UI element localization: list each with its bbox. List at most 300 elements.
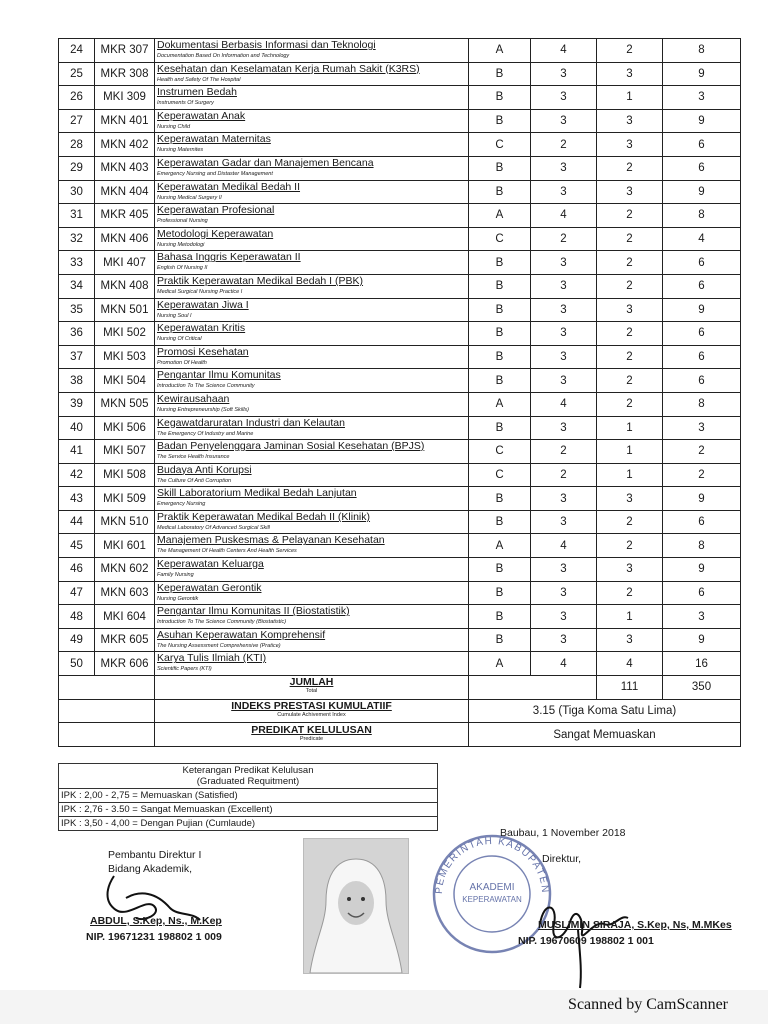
course-grade: C bbox=[469, 133, 531, 157]
course-total: 9 bbox=[663, 180, 741, 204]
stamp-inner-text-1: AKADEMI bbox=[469, 882, 515, 893]
course-row bbox=[59, 369, 741, 393]
course-name-en: Documentation Based On Information and Technology bbox=[157, 53, 290, 59]
scanner-watermark: Scanned by CamScanner bbox=[568, 996, 728, 1013]
course-name-en: Instruments Of Surgery bbox=[157, 100, 214, 107]
vice-director-title: Pembantu Direktur I bbox=[108, 849, 202, 861]
course-grade: B bbox=[469, 558, 531, 582]
course-point: 2 bbox=[597, 227, 663, 251]
course-credit: 3 bbox=[531, 510, 597, 534]
course-total: 6 bbox=[663, 581, 741, 605]
course-name-id: Keperawatan Kritis bbox=[157, 322, 246, 335]
course-grade: B bbox=[469, 581, 531, 605]
course-grade: B bbox=[469, 180, 531, 204]
course-name-id: Manajemen Puskesmas & Pelayanan Kesehatan bbox=[157, 534, 385, 547]
course-total: 9 bbox=[663, 487, 741, 511]
course-total: 6 bbox=[663, 251, 741, 275]
course-code: MKI 309 bbox=[95, 86, 155, 110]
course-name-id: Praktik Keperawatan Medikal Bedah II (Klinik) bbox=[157, 510, 371, 523]
course-grade: B bbox=[469, 274, 531, 298]
legend-row: IPK : 2,00 - 2,75 = Memuaskan (Satisfied) bbox=[59, 789, 437, 803]
course-point: 3 bbox=[597, 133, 663, 157]
course-name-en: Introduction To The Science Community bbox=[157, 383, 255, 390]
course-name-en: Nursing Gerontik bbox=[157, 595, 199, 602]
course-name-id: Promosi Kesehatan bbox=[157, 345, 249, 358]
course-number: 31 bbox=[59, 204, 95, 228]
course-row bbox=[59, 416, 741, 440]
course-row bbox=[59, 510, 741, 534]
course-credit: 3 bbox=[531, 416, 597, 440]
course-point: 2 bbox=[597, 274, 663, 298]
course-name-id: Keperawatan Maternitas bbox=[157, 133, 271, 146]
course-number: 35 bbox=[59, 298, 95, 322]
course-number: 37 bbox=[59, 345, 95, 369]
course-row bbox=[59, 440, 741, 464]
course-number: 29 bbox=[59, 156, 95, 180]
course-point: 3 bbox=[597, 298, 663, 322]
course-name-en: The Service Health Insurance bbox=[157, 454, 230, 461]
course-grade: B bbox=[469, 156, 531, 180]
course-row bbox=[59, 534, 741, 558]
course-row bbox=[59, 227, 741, 251]
course-grade: C bbox=[469, 440, 531, 464]
course-name bbox=[155, 558, 469, 582]
course-name-id: Kegawatdaruratan Industri dan Kelautan bbox=[157, 416, 345, 429]
course-total: 3 bbox=[663, 86, 741, 110]
course-row bbox=[59, 133, 741, 157]
course-code: MKN 401 bbox=[95, 109, 155, 133]
course-name-en: The Emergency Of Industry and Marine bbox=[157, 430, 254, 437]
course-code: MKI 503 bbox=[95, 345, 155, 369]
course-total: 8 bbox=[663, 204, 741, 228]
course-point: 2 bbox=[597, 392, 663, 416]
course-credit: 4 bbox=[531, 392, 597, 416]
course-code: MKN 510 bbox=[95, 510, 155, 534]
course-number: 47 bbox=[59, 581, 95, 605]
course-name-en: The Management Of Health Centers And Health Services bbox=[157, 548, 297, 555]
course-point: 2 bbox=[597, 322, 663, 346]
course-name bbox=[155, 298, 469, 322]
course-number: 34 bbox=[59, 274, 95, 298]
student-portrait-icon bbox=[304, 839, 408, 973]
signing-date: Baubau, 1 November 2018 bbox=[500, 827, 626, 839]
course-name-en: Emergency Nursing bbox=[157, 501, 206, 508]
course-row bbox=[59, 86, 741, 110]
course-credit: 3 bbox=[531, 251, 597, 275]
course-row bbox=[59, 581, 741, 605]
course-code: MKN 602 bbox=[95, 558, 155, 582]
course-code: MKI 506 bbox=[95, 416, 155, 440]
course-name-en: Nursing Soul I bbox=[157, 312, 192, 319]
course-code: MKN 402 bbox=[95, 133, 155, 157]
course-total: 9 bbox=[663, 109, 741, 133]
course-credit: 4 bbox=[531, 652, 597, 676]
legend-header bbox=[59, 764, 437, 789]
course-name bbox=[155, 440, 469, 464]
course-row bbox=[59, 251, 741, 275]
course-name-id: Keperawatan Anak bbox=[157, 109, 246, 122]
course-credit: 3 bbox=[531, 298, 597, 322]
course-credit: 3 bbox=[531, 156, 597, 180]
legend-subtitle: (Graduated Requitment) bbox=[196, 776, 300, 787]
course-number: 43 bbox=[59, 487, 95, 511]
course-name-en: Nursing Maternites bbox=[157, 147, 204, 154]
course-point: 2 bbox=[597, 204, 663, 228]
course-point: 1 bbox=[597, 463, 663, 487]
course-name-id: Kesehatan dan Keselamatan Kerja Rumah Sakit (K3RS) bbox=[157, 62, 420, 75]
course-total: 8 bbox=[663, 39, 741, 63]
course-code: MKR 405 bbox=[95, 204, 155, 228]
course-credit: 3 bbox=[531, 605, 597, 629]
course-name-id: Keperawatan Keluarga bbox=[157, 558, 264, 571]
course-row bbox=[59, 345, 741, 369]
course-number: 27 bbox=[59, 109, 95, 133]
course-credit: 3 bbox=[531, 322, 597, 346]
course-credit: 3 bbox=[531, 180, 597, 204]
course-point: 3 bbox=[597, 558, 663, 582]
course-number: 30 bbox=[59, 180, 95, 204]
course-code: MKI 407 bbox=[95, 251, 155, 275]
course-row bbox=[59, 274, 741, 298]
course-point: 2 bbox=[597, 251, 663, 275]
course-credit: 3 bbox=[531, 558, 597, 582]
course-code: MKI 509 bbox=[95, 487, 155, 511]
course-total: 6 bbox=[663, 510, 741, 534]
predikat-label: PREDIKAT KELULUSAN Predicate bbox=[155, 723, 469, 747]
student-photo bbox=[303, 838, 409, 974]
ipk-value: 3.15 (Tiga Koma Satu Lima) bbox=[469, 699, 741, 723]
course-name-en: English Of Nursing II bbox=[157, 265, 208, 272]
course-code: MKI 507 bbox=[95, 440, 155, 464]
course-number: 25 bbox=[59, 62, 95, 86]
course-credit: 3 bbox=[531, 345, 597, 369]
course-name bbox=[155, 156, 469, 180]
course-name bbox=[155, 510, 469, 534]
course-number: 42 bbox=[59, 463, 95, 487]
course-grade: B bbox=[469, 298, 531, 322]
course-name-id: Dokumentasi Berbasis Informasi dan Teknologi bbox=[157, 39, 376, 51]
course-name-id: Badan Penyelenggara Jaminan Sosial Kesehatan (BPJS) bbox=[157, 440, 425, 453]
total-row bbox=[59, 676, 741, 700]
course-credit: 2 bbox=[531, 463, 597, 487]
course-name-id: Pengantar Ilmu Komunitas II (Biostatistik) bbox=[157, 605, 350, 618]
course-grade: B bbox=[469, 416, 531, 440]
course-grade: B bbox=[469, 62, 531, 86]
course-name bbox=[155, 274, 469, 298]
course-credit: 2 bbox=[531, 133, 597, 157]
grades-table-footer bbox=[59, 676, 741, 747]
course-grade: B bbox=[469, 345, 531, 369]
course-number: 26 bbox=[59, 86, 95, 110]
course-name-en: Health and Safety Of The Hospital bbox=[157, 76, 241, 83]
course-name-id: Keperawatan Jiwa I bbox=[157, 298, 249, 311]
course-name-id: Kewirausahaan bbox=[157, 392, 230, 405]
director-nip: NIP. 19670609 198802 1 001 bbox=[518, 935, 654, 947]
course-name bbox=[155, 605, 469, 629]
total-sum: 350 bbox=[663, 676, 741, 700]
course-row bbox=[59, 652, 741, 676]
course-name bbox=[155, 133, 469, 157]
course-total: 3 bbox=[663, 605, 741, 629]
course-code: MKN 403 bbox=[95, 156, 155, 180]
course-number: 49 bbox=[59, 628, 95, 652]
course-name-id: Keperawatan Profesional bbox=[157, 204, 275, 217]
course-code: MKI 604 bbox=[95, 605, 155, 629]
director-title: Direktur, bbox=[542, 853, 582, 865]
course-row bbox=[59, 109, 741, 133]
course-credit: 4 bbox=[531, 204, 597, 228]
course-name-id: Instrumen Bedah bbox=[157, 86, 237, 99]
course-code: MKR 307 bbox=[95, 39, 155, 63]
predikat-row bbox=[59, 723, 741, 747]
signature-vice-director bbox=[86, 848, 222, 943]
course-total: 6 bbox=[663, 274, 741, 298]
course-number: 40 bbox=[59, 416, 95, 440]
course-code: MKN 501 bbox=[95, 298, 155, 322]
course-row bbox=[59, 180, 741, 204]
stamp-outer-text: PEMERINTAH KABUPATEN bbox=[433, 835, 551, 895]
legend-row: IPK : 3,50 - 4,00 = Dengan Pujian (Cumlaude) bbox=[61, 818, 256, 829]
course-name bbox=[155, 109, 469, 133]
course-credit: 3 bbox=[531, 109, 597, 133]
course-name bbox=[155, 251, 469, 275]
course-point: 1 bbox=[597, 86, 663, 110]
course-grade: B bbox=[469, 510, 531, 534]
course-credit: 3 bbox=[531, 369, 597, 393]
course-name-id: Praktik Keperawatan Medikal Bedah I (PBK) bbox=[157, 274, 364, 287]
course-point: 2 bbox=[597, 510, 663, 534]
course-credit: 4 bbox=[531, 534, 597, 558]
course-total: 9 bbox=[663, 298, 741, 322]
course-total: 8 bbox=[663, 534, 741, 558]
course-name bbox=[155, 652, 469, 676]
course-row bbox=[59, 62, 741, 86]
course-total: 16 bbox=[663, 652, 741, 676]
course-code: MKI 508 bbox=[95, 463, 155, 487]
course-name-en: Introduction To The Science Community (Biostatistic) bbox=[157, 619, 287, 626]
course-point: 2 bbox=[597, 534, 663, 558]
course-row bbox=[59, 605, 741, 629]
graduation-legend bbox=[58, 763, 438, 831]
course-code: MKI 502 bbox=[95, 322, 155, 346]
course-name-id: Keperawatan Medikal Bedah II bbox=[157, 180, 301, 193]
vice-director-nip: NIP. 19671231 198802 1 009 bbox=[86, 931, 222, 943]
course-total: 8 bbox=[663, 392, 741, 416]
course-name bbox=[155, 416, 469, 440]
course-total: 6 bbox=[663, 345, 741, 369]
course-name bbox=[155, 628, 469, 652]
course-row bbox=[59, 558, 741, 582]
predikat-value: Sangat Memuaskan bbox=[469, 723, 741, 747]
course-name-id: Skill Laboratorium Medikal Bedah Lanjutan bbox=[157, 487, 357, 500]
course-total: 3 bbox=[663, 416, 741, 440]
course-name-en: Medical Laboratory Of Advanced Surgical Skill bbox=[157, 524, 270, 531]
course-name-id: Pengantar Ilmu Komunitas bbox=[157, 369, 281, 382]
course-total: 6 bbox=[663, 322, 741, 346]
course-credit: 4 bbox=[531, 39, 597, 63]
course-total: 9 bbox=[663, 628, 741, 652]
course-code: MKN 603 bbox=[95, 581, 155, 605]
course-row bbox=[59, 463, 741, 487]
course-credit: 3 bbox=[531, 62, 597, 86]
course-grade: B bbox=[469, 487, 531, 511]
course-code: MKN 404 bbox=[95, 180, 155, 204]
course-name-en: Scientific Papers (KTI) bbox=[157, 666, 212, 673]
course-total: 9 bbox=[663, 62, 741, 86]
course-number: 28 bbox=[59, 133, 95, 157]
course-total: 2 bbox=[663, 463, 741, 487]
course-grade: A bbox=[469, 534, 531, 558]
course-name-id: Karya Tulis Ilmiah (KTI) bbox=[157, 652, 267, 665]
course-credit: 2 bbox=[531, 440, 597, 464]
course-number: 46 bbox=[59, 558, 95, 582]
course-credit: 3 bbox=[531, 628, 597, 652]
course-name-en: Nursing Medical Surgery II bbox=[157, 194, 222, 201]
course-number: 36 bbox=[59, 322, 95, 346]
grades-table bbox=[58, 38, 741, 747]
course-point: 3 bbox=[597, 180, 663, 204]
course-grade: A bbox=[469, 652, 531, 676]
course-name-id: Bahasa Inggris Keperawatan II bbox=[157, 251, 301, 264]
course-name bbox=[155, 204, 469, 228]
course-code: MKI 601 bbox=[95, 534, 155, 558]
course-name bbox=[155, 39, 469, 63]
course-name-en: Family Nursing bbox=[157, 572, 194, 579]
vice-director-department: Bidang Akademik, bbox=[108, 863, 193, 875]
course-number: 38 bbox=[59, 369, 95, 393]
course-name-en: Nursing Child bbox=[157, 123, 191, 130]
course-code: MKN 505 bbox=[95, 392, 155, 416]
course-name-id: Metodologi Keperawatan bbox=[157, 227, 274, 240]
course-code: MKN 408 bbox=[95, 274, 155, 298]
course-number: 33 bbox=[59, 251, 95, 275]
course-grade: B bbox=[469, 628, 531, 652]
course-credit: 3 bbox=[531, 86, 597, 110]
course-row bbox=[59, 298, 741, 322]
course-code: MKR 308 bbox=[95, 62, 155, 86]
course-credit: 3 bbox=[531, 487, 597, 511]
legend-row: IPK : 2,76 - 3.50 = Sangat Memuaskan (Excellent) bbox=[59, 803, 437, 817]
course-number: 44 bbox=[59, 510, 95, 534]
course-row bbox=[59, 322, 741, 346]
course-name bbox=[155, 369, 469, 393]
total-label: JUMLAH Total bbox=[155, 676, 469, 700]
course-point: 2 bbox=[597, 581, 663, 605]
course-grade: B bbox=[469, 109, 531, 133]
course-name bbox=[155, 345, 469, 369]
course-point: 3 bbox=[597, 487, 663, 511]
course-grade: C bbox=[469, 227, 531, 251]
course-name bbox=[155, 392, 469, 416]
course-code: MKN 406 bbox=[95, 227, 155, 251]
vice-director-name: ABDUL, S.Kep, Ns., M.Kep bbox=[90, 915, 222, 927]
course-name bbox=[155, 581, 469, 605]
course-total: 6 bbox=[663, 156, 741, 180]
course-total: 9 bbox=[663, 558, 741, 582]
course-point: 2 bbox=[597, 39, 663, 63]
course-name bbox=[155, 534, 469, 558]
course-row bbox=[59, 156, 741, 180]
course-total: 2 bbox=[663, 440, 741, 464]
course-name-en: Medical Surgical Nursing Practice I bbox=[157, 288, 243, 295]
director-name: MUSLIMIN SIRAJA, S.Kep, Ns, M.MKes bbox=[538, 919, 732, 931]
course-total: 6 bbox=[663, 133, 741, 157]
course-row bbox=[59, 628, 741, 652]
course-number: 32 bbox=[59, 227, 95, 251]
course-name-en: Emergency Nursing and Distaster Management bbox=[157, 170, 273, 177]
course-name bbox=[155, 463, 469, 487]
course-grade: A bbox=[469, 39, 531, 63]
course-name-en: Professional Nursing bbox=[157, 218, 208, 225]
course-point: 3 bbox=[597, 62, 663, 86]
course-code: MKR 605 bbox=[95, 628, 155, 652]
course-name bbox=[155, 487, 469, 511]
course-point: 4 bbox=[597, 652, 663, 676]
course-name bbox=[155, 62, 469, 86]
course-name-en: The Culture Of Anti Corruption bbox=[157, 477, 232, 484]
course-point: 2 bbox=[597, 156, 663, 180]
course-credit: 3 bbox=[531, 581, 597, 605]
course-name-en: Promotion Of Health bbox=[157, 359, 207, 366]
course-name-en: The Nursing Assessment Comprehensive (Pratice) bbox=[157, 642, 281, 649]
course-name bbox=[155, 227, 469, 251]
course-number: 24 bbox=[59, 39, 95, 63]
course-point: 2 bbox=[597, 369, 663, 393]
course-name-id: Budaya Anti Korupsi bbox=[157, 463, 252, 476]
course-number: 48 bbox=[59, 605, 95, 629]
course-point: 1 bbox=[597, 605, 663, 629]
course-row bbox=[59, 392, 741, 416]
course-row bbox=[59, 204, 741, 228]
course-point: 3 bbox=[597, 109, 663, 133]
course-code: MKI 504 bbox=[95, 369, 155, 393]
course-grade: B bbox=[469, 605, 531, 629]
course-grade: B bbox=[469, 322, 531, 346]
course-total: 6 bbox=[663, 369, 741, 393]
course-name-id: Keperawatan Gadar dan Manajemen Bencana bbox=[157, 156, 374, 169]
course-point: 3 bbox=[597, 628, 663, 652]
course-name-id: Asuhan Keperawatan Komprehensif bbox=[157, 628, 326, 641]
ipk-label: INDEKS PRESTASI KUMULATIIF Cumulate Achivement Index bbox=[155, 699, 469, 723]
course-row bbox=[59, 39, 741, 63]
course-number: 39 bbox=[59, 392, 95, 416]
course-name bbox=[155, 86, 469, 110]
course-total: 4 bbox=[663, 227, 741, 251]
course-name-en: Nursing Entrepreneurship (Soft Skills) bbox=[157, 406, 250, 413]
course-grade: C bbox=[469, 463, 531, 487]
course-number: 41 bbox=[59, 440, 95, 464]
course-number: 45 bbox=[59, 534, 95, 558]
course-name-en: Nursing Metodologi bbox=[157, 241, 205, 248]
course-name bbox=[155, 322, 469, 346]
course-grade: A bbox=[469, 392, 531, 416]
course-grade: A bbox=[469, 204, 531, 228]
course-point: 1 bbox=[597, 440, 663, 464]
total-point: 111 bbox=[597, 676, 663, 700]
course-number: 50 bbox=[59, 652, 95, 676]
course-point: 2 bbox=[597, 345, 663, 369]
course-name-en: Nursing Of Critical bbox=[157, 336, 202, 343]
course-grade: B bbox=[469, 86, 531, 110]
course-grade: B bbox=[469, 369, 531, 393]
course-credit: 2 bbox=[531, 227, 597, 251]
course-name-id: Keperawatan Gerontik bbox=[157, 581, 262, 594]
ipk-row bbox=[59, 699, 741, 723]
course-row bbox=[59, 487, 741, 511]
stamp-inner-text-2: KEPERAWATAN bbox=[462, 895, 522, 904]
course-grade: B bbox=[469, 251, 531, 275]
course-credit: 3 bbox=[531, 274, 597, 298]
